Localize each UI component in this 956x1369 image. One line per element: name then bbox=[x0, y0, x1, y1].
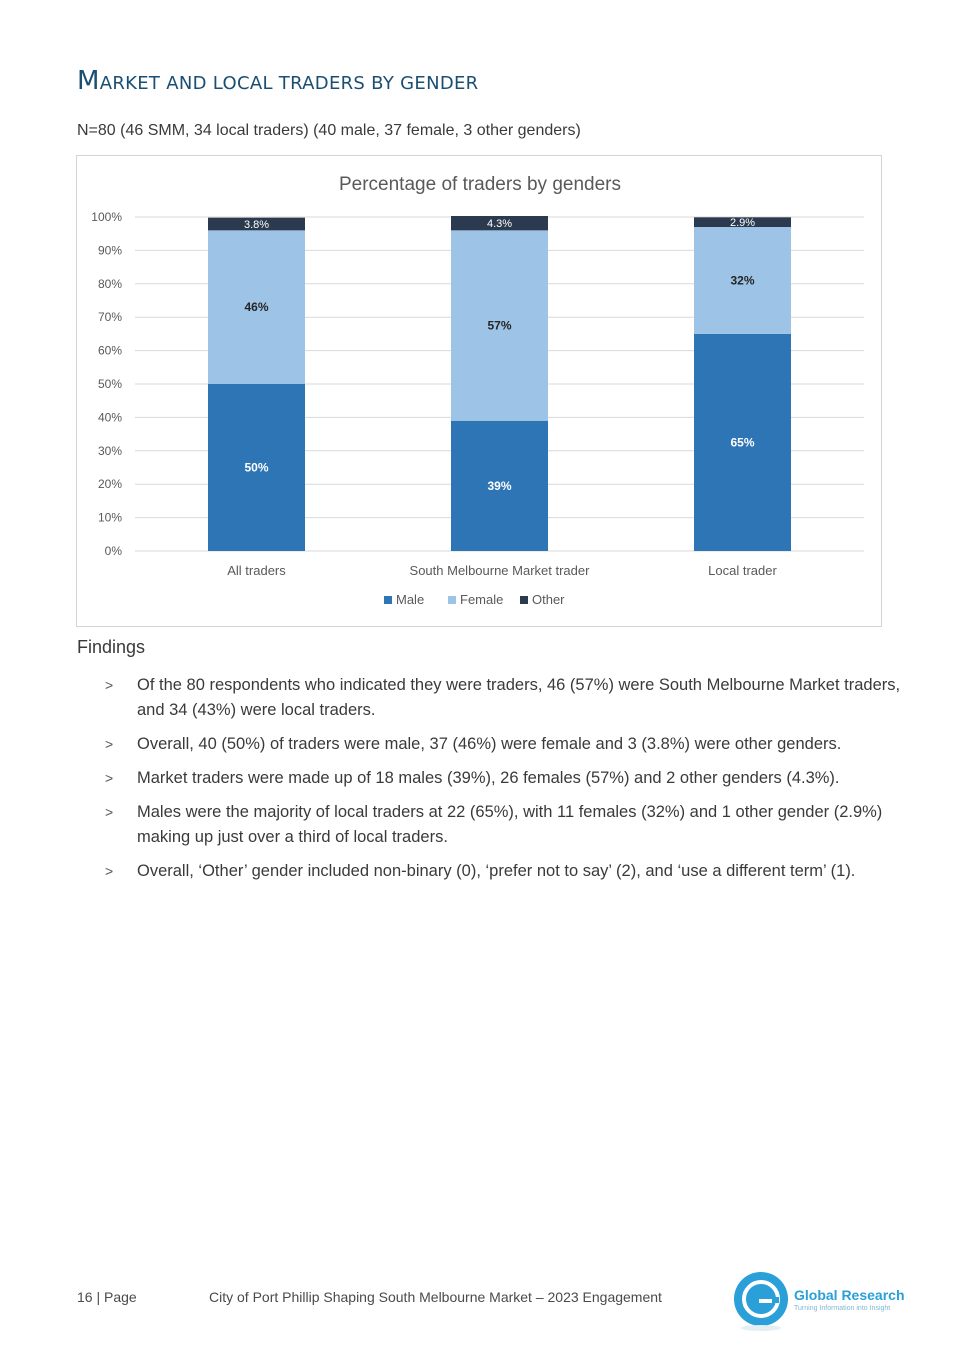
sample-size-note: N=80 (46 SMM, 34 local traders) (40 male, 37 female, 3 other genders) bbox=[77, 122, 581, 139]
data-label: 46% bbox=[244, 300, 269, 315]
stacked-bar-chart bbox=[77, 156, 883, 628]
page-heading: MARKET AND LOCAL TRADERS BY GENDER bbox=[77, 66, 479, 96]
chevron-bullet-icon: > bbox=[105, 736, 114, 752]
finding-item bbox=[105, 732, 915, 757]
finding-item bbox=[105, 859, 915, 884]
legend-swatch bbox=[520, 596, 528, 604]
finding-item bbox=[105, 673, 915, 723]
finding-text: Market traders were made up of 18 males (39%), 26 females (57%) and 2 other genders (4.3%). bbox=[137, 769, 840, 787]
chart-frame bbox=[76, 155, 882, 627]
logo-tagline: Turning Information into Insight bbox=[794, 1305, 891, 1312]
finding-item bbox=[105, 800, 915, 850]
finding-item bbox=[105, 766, 915, 791]
data-label: 65% bbox=[730, 435, 755, 450]
y-tick-label: 0% bbox=[104, 544, 122, 558]
data-label: 57% bbox=[487, 318, 512, 333]
legend-label: Female bbox=[460, 592, 504, 607]
legend-swatch bbox=[448, 596, 456, 604]
data-label: 39% bbox=[487, 478, 512, 493]
chart-title: Percentage of traders by genders bbox=[338, 174, 622, 195]
x-category-label: Local trader bbox=[708, 563, 777, 578]
document-title: City of Port Phillip Shaping South Melbourne Market – 2023 Engagement bbox=[209, 1289, 662, 1305]
logo-mark-icon bbox=[732, 1270, 792, 1332]
finding-text: Of the 80 respondents who indicated they were traders, 46 (57%) were South Melbourne Market traders, and 34 (43%) were local traders. bbox=[137, 676, 901, 719]
chevron-bullet-icon: > bbox=[105, 804, 114, 820]
y-tick-label: 100% bbox=[91, 210, 122, 224]
y-tick-label: 70% bbox=[97, 310, 122, 325]
data-label: 2.9% bbox=[729, 217, 756, 230]
finding-text: Overall, ‘Other’ gender included non-binary (0), ‘prefer not to say’ (2), and ‘use a different term’ (1). bbox=[137, 862, 856, 880]
logo-name: Global Research bbox=[794, 1287, 905, 1303]
data-label: 32% bbox=[730, 273, 755, 288]
legend-label: Other bbox=[532, 592, 565, 607]
y-tick-label: 20% bbox=[97, 477, 122, 492]
global-research-logo bbox=[732, 1270, 912, 1332]
y-tick-label: 50% bbox=[97, 377, 122, 391]
y-tick-label: 40% bbox=[97, 410, 122, 425]
x-category-label: All traders bbox=[227, 563, 286, 578]
y-tick-label: 80% bbox=[97, 276, 122, 291]
y-tick-label: 60% bbox=[97, 343, 122, 358]
data-label: 3.8% bbox=[243, 219, 270, 232]
legend-swatch bbox=[384, 596, 392, 604]
finding-text: Males were the majority of local traders at 22 (65%), with 11 females (32%) and 1 other gender (2.9%) making up just over a third of local traders. bbox=[137, 803, 883, 846]
findings-list bbox=[105, 673, 915, 893]
chevron-bullet-icon: > bbox=[105, 677, 114, 693]
chevron-bullet-icon: > bbox=[105, 863, 114, 879]
y-tick-label: 90% bbox=[97, 243, 122, 258]
finding-text: Overall, 40 (50%) of traders were male, 37 (46%) were female and 3 (3.8%) were other genders. bbox=[137, 735, 842, 753]
legend-label: Male bbox=[396, 592, 425, 607]
page-number: 16 | Page bbox=[77, 1289, 137, 1305]
data-label: 4.3% bbox=[486, 218, 513, 231]
data-label: 50% bbox=[244, 460, 269, 475]
y-tick-label: 10% bbox=[97, 510, 122, 525]
y-tick-label: 30% bbox=[97, 443, 122, 458]
chevron-bullet-icon: > bbox=[105, 770, 114, 786]
x-category-label: South Melbourne Market trader bbox=[409, 563, 590, 578]
findings-heading: Findings bbox=[77, 637, 146, 657]
